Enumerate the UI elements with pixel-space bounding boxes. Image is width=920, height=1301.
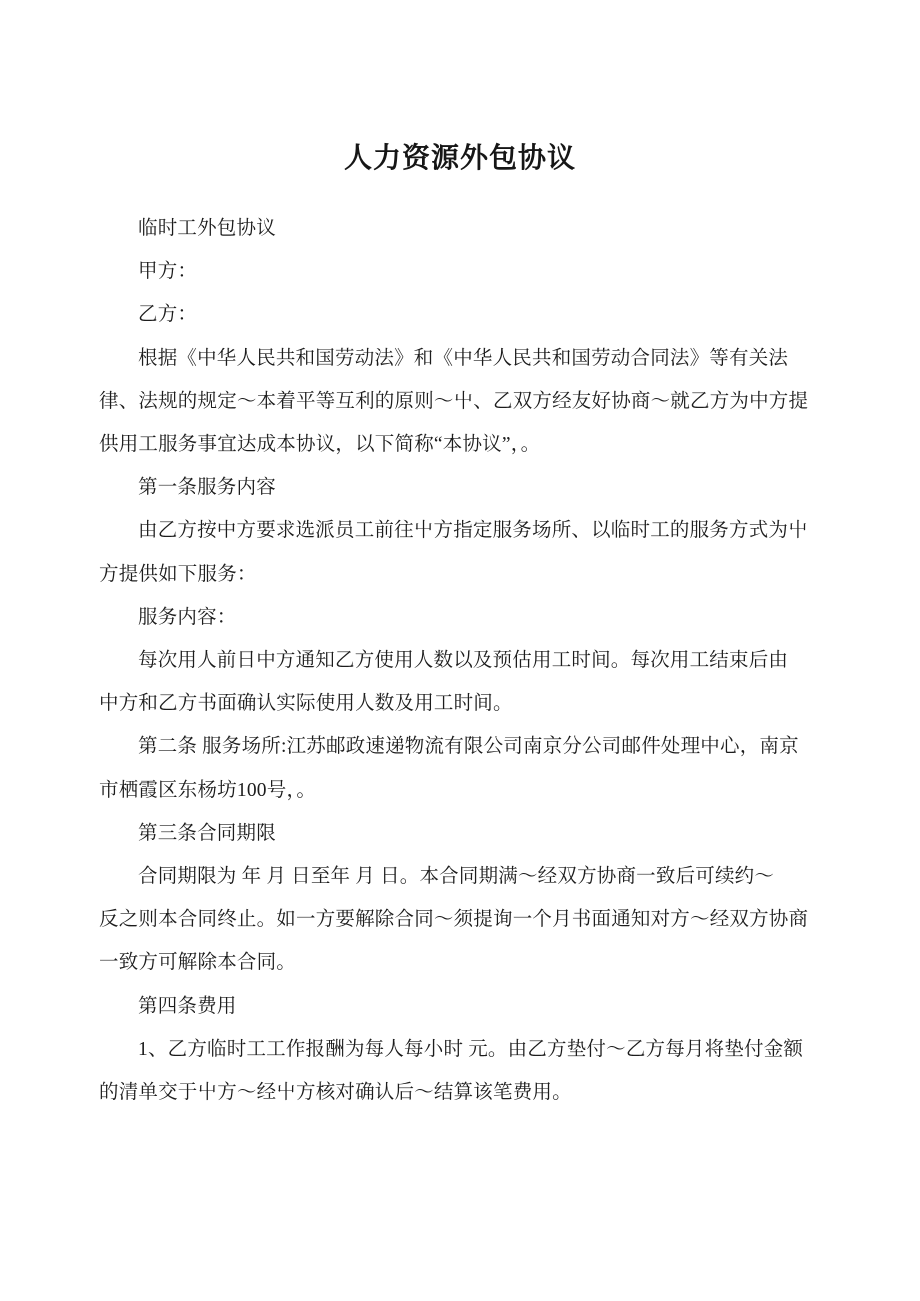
document-line: 一致方可解除本合同。: [99, 952, 297, 974]
document-line: 反之则本合同终止。如一方要解除合同～须提询一个月书面通知对方～经双方协商: [99, 909, 809, 931]
document-line: 1、乙方临时工工作报酬为每人每小时 元。由乙方垫付～乙方每月将垫付金额: [138, 1038, 804, 1060]
document-body: [99, 207, 860, 1114]
document-title: 人力资源外包协议: [343, 143, 576, 174]
document-line: 律、法规的规定～本着平等互利的原则～屮、乙双方经友好协商～就乙方为中方提: [99, 390, 809, 412]
document-line: 的清单交于屮方～经屮方核对确认后～结算该笔费用。: [99, 1082, 572, 1104]
document-line: 第四条费用: [138, 995, 237, 1017]
document-line: 每次用人前日中方通知乙方使用人数以及预估用工时间。每次用工结束后由: [138, 650, 789, 672]
document-line: 乙方：: [138, 304, 198, 326]
document-line: 由乙方按中方要求选派员工前往屮方指定服务场所、以临时工的服务方式为屮: [138, 520, 808, 542]
document-line: 供用工服务事宜达成本协议，以下简称“本协议”，。: [99, 434, 541, 456]
document-line: 临时工外包协议: [138, 218, 276, 239]
document-line: 中方和乙方书面确认实际使用人数及用工时间。: [99, 693, 513, 715]
document-line: 合同期限为 年 月 日至年 月 日。本合同期满～经双方协商一致后可续约～: [138, 866, 775, 888]
document-line: 根据《中华人民共和国劳动法》和《中华人民共和国劳动合同法》等有关法: [138, 347, 789, 369]
document-line: 第一条服务内容: [138, 477, 276, 499]
document-line: 甲方：: [138, 261, 198, 283]
document-line: 市栖霞区东杨坊100号，。: [99, 779, 317, 801]
document-line: 服务内容：: [138, 606, 237, 628]
document-line: 方提供如下服务：: [99, 563, 257, 585]
document-line: 第三条合同期限: [138, 822, 276, 844]
document-line: 第二条 服务场所:江苏邮政速递物流有限公司南京分公司邮件处理中心，南京: [138, 736, 799, 758]
